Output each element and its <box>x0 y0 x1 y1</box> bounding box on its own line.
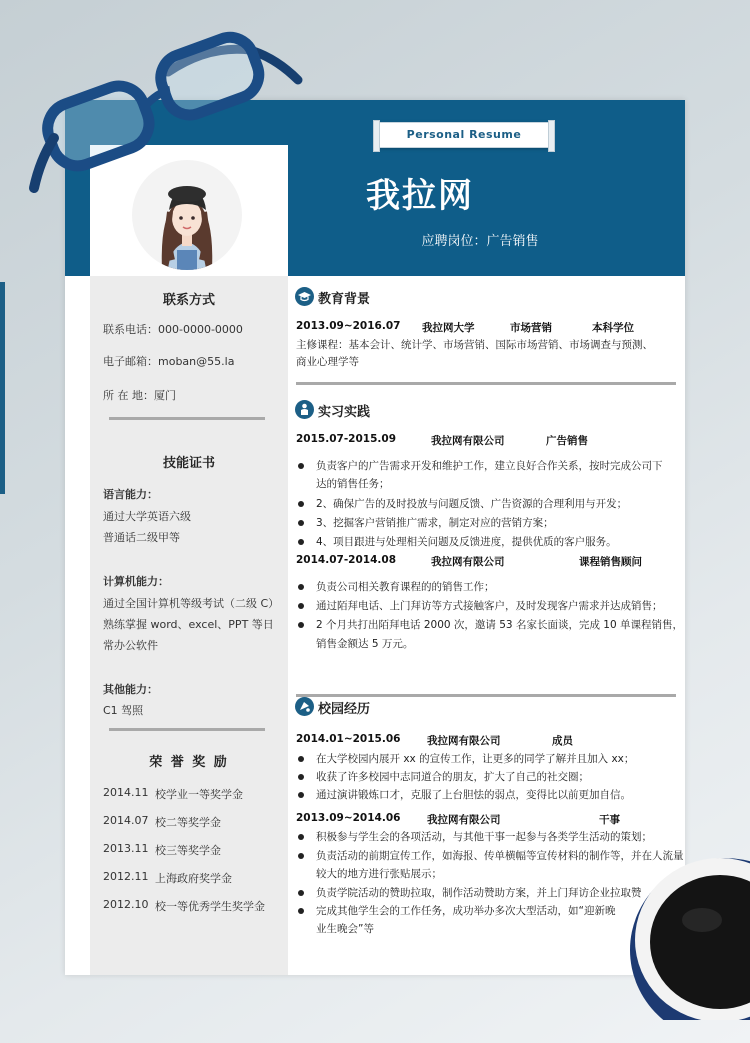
sidebar-divider <box>109 728 265 731</box>
award-name: 校三等奖学金 <box>155 844 221 857</box>
candidate-name: 我拉网 <box>366 176 474 216</box>
award-date: 2013.11 <box>103 842 149 855</box>
education-courses: 主修课程：基本会计、统计学、市场营销、国际市场营销、市场调查与预测、 <box>296 339 653 351</box>
other-label: 其他能力： <box>103 683 158 696</box>
award-date: 2014.07 <box>103 814 149 827</box>
language-item: 通过大学英语六级 <box>103 510 191 523</box>
list-item: 积极参与学生会的各项活动，与其他干事一起参与各类学生活动的策划； <box>316 828 652 846</box>
campus-company: 我拉网有限公司 <box>427 735 501 747</box>
left-edge-stripe <box>0 282 5 494</box>
language-label: 语言能力： <box>103 488 158 501</box>
list-item: 4、项目跟进与处理相关问题及反馈进度，提供优质的客户服务。 <box>316 533 617 551</box>
sidebar-divider <box>109 417 265 420</box>
glasses-icon <box>18 10 308 200</box>
computer-item: 常办公软件 <box>103 639 158 652</box>
section-divider <box>296 694 676 697</box>
campus-company: 我拉网有限公司 <box>427 814 501 826</box>
list-item: 负责客户的广告需求开发和维护工作，建立良好合作关系，按时完成公司下 <box>316 457 663 475</box>
internship-company: 我拉网有限公司 <box>431 435 505 447</box>
award-name: 校一等优秀学生奖学金 <box>155 900 265 913</box>
job-target: 应聘岗位：广告销售 <box>421 234 539 249</box>
contact-phone: 联系电话：000-0000-0000 <box>103 323 243 336</box>
campus-role: 干事 <box>599 814 620 826</box>
list-item: 在大学校园内展开 xx 的宣传工作，让更多的同学了解并且加入 xx； <box>316 750 634 768</box>
internship-role: 课程销售顾问 <box>579 556 642 568</box>
award-name: 校学业一等奖学金 <box>155 788 243 801</box>
computer-label: 计算机能力： <box>103 575 169 588</box>
campus-title: 校园经历 <box>318 702 371 717</box>
contact-address: 所 在 地：厦门 <box>103 389 176 402</box>
contact-title: 联系方式 <box>162 293 215 308</box>
list-item: 2、确保广告的及时投放与问题反馈、广告资源的合理利用与开发； <box>316 495 627 513</box>
education-school: 我拉网大学 <box>422 322 475 334</box>
resume-page <box>65 100 685 975</box>
campus-period: 2013.09~2014.06 <box>296 812 401 824</box>
campus-period: 2014.01~2015.06 <box>296 733 401 745</box>
graduation-icon <box>295 287 314 306</box>
education-major: 市场营销 <box>510 322 552 334</box>
skills-title: 技能证书 <box>162 456 215 471</box>
list-item: 完成其他学生会的工作任务，成功举办多次大型活动，如“迎新晚 <box>316 902 615 920</box>
education-courses: 商业心理学等 <box>296 356 359 368</box>
list-item: 通过演讲锻炼口才，克服了上台胆怯的弱点，变得比以前更加自信。 <box>316 786 631 804</box>
list-item: 通过陌拜电话、上门拜访等方式接触客户，及时发现客户需求并达成销售； <box>316 597 663 615</box>
award-name: 校二等奖学金 <box>155 816 221 829</box>
list-item: 收获了许多校园中志同道合的朋友，扩大了自己的社交圈； <box>316 768 589 786</box>
person-icon <box>295 400 314 419</box>
education-title: 教育背景 <box>318 292 371 307</box>
list-item: 负责公司相关教育课程的的销售工作； <box>316 578 495 596</box>
internship-title: 实习实践 <box>318 405 371 420</box>
list-item-continuation: 较大的地方进行张贴展示； <box>316 868 442 880</box>
internship-company: 我拉网有限公司 <box>431 556 505 568</box>
list-item: 3、挖掘客户营销推广需求，制定对应的营销方案； <box>316 514 554 532</box>
personal-resume-badge: Personal Resume <box>377 122 551 148</box>
campus-icon <box>295 697 314 716</box>
list-item-continuation: 达的销售任务； <box>316 478 390 490</box>
contact-email: 电子邮箱：moban@55.la <box>103 355 235 368</box>
education-period: 2013.09~2016.07 <box>296 320 401 332</box>
computer-item: 熟练掌握 word、excel、PPT 等日 <box>103 618 274 631</box>
award-date: 2012.10 <box>103 898 149 911</box>
section-divider <box>296 382 676 385</box>
internship-period: 2014.07-2014.08 <box>296 554 397 566</box>
award-name: 上海政府奖学金 <box>155 872 232 885</box>
campus-role: 成员 <box>552 735 573 747</box>
list-item-continuation: 销售金额达 5 万元。 <box>316 638 414 650</box>
list-item-continuation: 业生晚会”等 <box>316 923 374 935</box>
award-date: 2014.11 <box>103 786 149 799</box>
list-item: 2 个月共打出陌拜电话 2000 次，邀请 53 名家长面谈，完成 10 单课程销售， <box>316 616 683 634</box>
award-date: 2012.11 <box>103 870 149 883</box>
list-item: 负责学院活动的赞助拉取，制作活动赞助方案，并上门拜访企业拉取赞 <box>316 884 642 902</box>
internship-role: 广告销售 <box>546 435 588 447</box>
internship-period: 2015.07-2015.09 <box>296 433 397 445</box>
coffee-cup-icon <box>620 840 750 1020</box>
other-item: C1 驾照 <box>103 704 144 717</box>
education-degree: 本科学位 <box>592 322 634 334</box>
list-item: 负责活动的前期宣传工作，如海报、传单横幅等宣传材料的制作等，并在人流量 <box>316 847 684 865</box>
computer-item: 通过全国计算机等级考试（二级 C） <box>103 597 280 610</box>
language-item: 普通话二级甲等 <box>103 531 180 544</box>
awards-title: 荣 誉 奖 励 <box>149 755 229 770</box>
